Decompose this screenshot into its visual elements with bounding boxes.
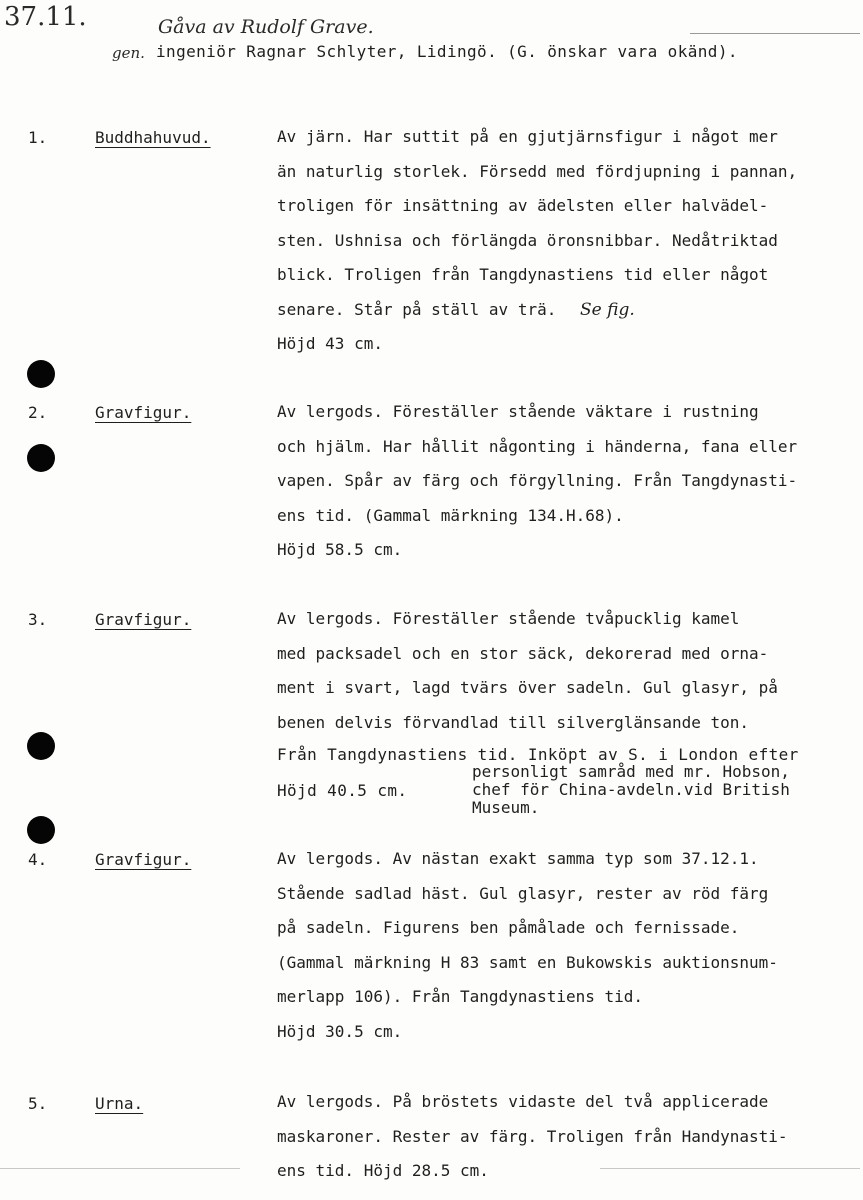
entry-height: Höjd 30.5 cm. xyxy=(277,1021,403,1041)
description-line: Av lergods. Föreställer stående väktare i rustning xyxy=(277,402,759,421)
entry-title: Urna. xyxy=(95,1094,144,1113)
description-line: Av lergods. På bröstets vidaste del två applicerade xyxy=(277,1092,769,1111)
description-line: med packsadel och en stor säck, dekorerad med orna- xyxy=(277,643,769,663)
entry-description xyxy=(277,395,797,568)
punch-hole xyxy=(27,732,55,760)
description-line: Av lergods. Föreställer stående tvåpucklig kamel xyxy=(277,609,740,628)
scan-artifact-line xyxy=(0,1168,240,1169)
header-faint-rule xyxy=(690,33,860,34)
description-line: än naturlig storlek. Försedd med fördjupning i pannan, xyxy=(277,161,798,181)
description-line: Av lergods. Av nästan exakt samma typ som 37.12.1. xyxy=(277,849,759,868)
handwritten-note: Se fig. xyxy=(580,299,635,320)
donor-line: ingeniör Ragnar Schlyter, Lidingö. (G. önskar vara okänd). xyxy=(156,42,738,61)
description-line: Stående sadlad häst. Gul glasyr, rester av röd färg xyxy=(277,883,769,903)
description-line: Från Tangdynastiens tid. Inköpt av S. i London efter xyxy=(277,745,799,764)
donor-prefix-handwritten: gen. xyxy=(112,44,145,62)
entry-title: Gravfigur. xyxy=(95,610,192,629)
note-line: Museum. xyxy=(472,798,540,817)
entry-number: 4. xyxy=(28,850,48,869)
entry-description xyxy=(277,1085,788,1189)
punch-hole xyxy=(27,816,55,844)
punch-hole xyxy=(27,360,55,388)
note-line: personligt samråd med mr. Hobson, xyxy=(472,762,790,781)
description-line: Av järn. Har suttit på en gjutjärnsfigur i något mer xyxy=(277,127,778,146)
entry-description xyxy=(277,120,797,362)
entry-title: Gravfigur. xyxy=(95,403,192,422)
entry-number: 3. xyxy=(28,610,48,629)
description-line: ens tid. (Gammal märkning 134.H.68). xyxy=(277,505,624,525)
scan-artifact-line xyxy=(600,1168,860,1169)
description-line: blick. Troligen från Tangdynastiens tid eller något xyxy=(277,265,769,284)
description-line: merlapp 106). Från Tangdynastiens tid. xyxy=(277,987,644,1006)
description-line: vapen. Spår av färg och förgyllning. Från Tangdynasti- xyxy=(277,471,798,490)
description-line: på sadeln. Figurens ben påmålade och fernissade. xyxy=(277,918,740,937)
entry-number: 2. xyxy=(28,403,48,422)
description-line: (Gammal märkning H 83 samt en Bukowskis auktionsnum- xyxy=(277,952,778,972)
entry-title: Gravfigur. xyxy=(95,850,192,869)
entry-title: Buddhahuvud. xyxy=(95,128,211,147)
description-line: ens tid. Höjd 28.5 cm. xyxy=(277,1161,489,1180)
description-line: benen delvis förvandlad till silverglänsande ton. xyxy=(277,712,750,732)
description-line xyxy=(277,293,797,328)
note-line: chef för China-avdeln.vid British xyxy=(472,780,790,799)
description-line: ment i svart, lagd tvärs över sadeln. Gul glasyr, på xyxy=(277,678,778,697)
entry-height: Höjd 40.5 cm. xyxy=(277,781,408,800)
description-line: sten. Ushnisa och förlängda öronsnibbar. Nedåtriktad xyxy=(277,230,778,250)
donation-handwritten: Gåva av Rudolf Grave. xyxy=(158,16,374,38)
description-text: senare. Står på ställ av trä. xyxy=(277,299,557,319)
description-line: troligen för insättning av ädelsten eller halvädel- xyxy=(277,196,769,215)
entry-description xyxy=(277,602,778,740)
entry-number: 1. xyxy=(28,128,48,147)
entry-height: Höjd 58.5 cm. xyxy=(277,540,403,559)
description-line: maskaroner. Rester av färg. Troligen från Handynasti- xyxy=(277,1126,788,1146)
entry-description xyxy=(277,842,778,1049)
entry-number: 5. xyxy=(28,1094,48,1113)
purchase-note xyxy=(472,763,790,817)
catalog-number: 37.11. xyxy=(4,2,87,32)
punch-hole xyxy=(27,444,55,472)
entry-height: Höjd 43 cm. xyxy=(277,334,383,353)
description-line: och hjälm. Har hållit någonting i händerna, fana eller xyxy=(277,436,798,456)
